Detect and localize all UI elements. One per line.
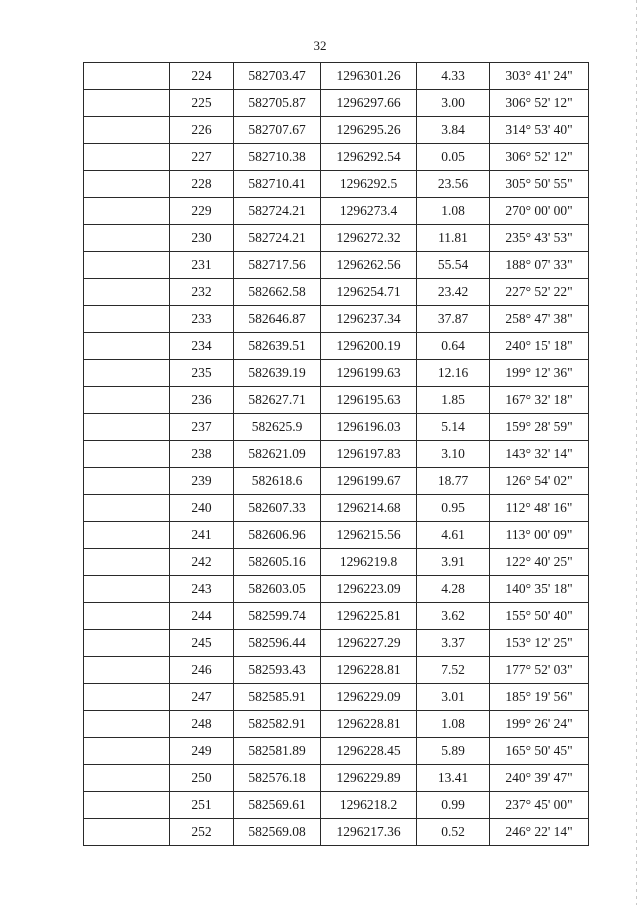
table-row (84, 495, 589, 522)
page-number: 32 (313, 38, 327, 53)
empty-cell (84, 630, 170, 657)
angle-cell: 199° 26' 24" (490, 711, 589, 738)
distance-cell: 3.01 (417, 684, 490, 711)
empty-cell (84, 738, 170, 765)
x-coordinate-cell: 582646.87 (234, 306, 321, 333)
point-number-cell: 252 (170, 819, 234, 846)
y-coordinate-cell: 1296227.29 (321, 630, 417, 657)
angle-cell: 246° 22' 14" (490, 819, 589, 846)
y-coordinate-cell: 1296219.8 (321, 549, 417, 576)
x-coordinate-cell: 582627.71 (234, 387, 321, 414)
table-row (84, 684, 589, 711)
empty-cell (84, 468, 170, 495)
distance-cell: 1.85 (417, 387, 490, 414)
x-coordinate-cell: 582710.41 (234, 171, 321, 198)
y-coordinate-cell: 1296223.09 (321, 576, 417, 603)
y-coordinate-cell: 1296292.5 (321, 171, 417, 198)
distance-cell: 23.56 (417, 171, 490, 198)
empty-cell (84, 765, 170, 792)
y-coordinate-cell: 1296199.67 (321, 468, 417, 495)
distance-cell: 11.81 (417, 225, 490, 252)
angle-cell: 258° 47' 38" (490, 306, 589, 333)
angle-cell: 113° 00' 09" (490, 522, 589, 549)
angle-cell: 270° 00' 00" (490, 198, 589, 225)
x-coordinate-cell: 582581.89 (234, 738, 321, 765)
table-row (84, 387, 589, 414)
table-row (84, 603, 589, 630)
point-number-cell: 236 (170, 387, 234, 414)
point-number-cell: 248 (170, 711, 234, 738)
point-number-cell: 249 (170, 738, 234, 765)
point-number-cell: 247 (170, 684, 234, 711)
empty-cell (84, 792, 170, 819)
distance-cell: 7.52 (417, 657, 490, 684)
y-coordinate-cell: 1296195.63 (321, 387, 417, 414)
table-row (84, 225, 589, 252)
x-coordinate-cell: 582585.91 (234, 684, 321, 711)
distance-cell: 55.54 (417, 252, 490, 279)
x-coordinate-cell: 582662.58 (234, 279, 321, 306)
distance-cell: 4.28 (417, 576, 490, 603)
point-number-cell: 228 (170, 171, 234, 198)
x-coordinate-cell: 582569.61 (234, 792, 321, 819)
table-row (84, 279, 589, 306)
point-number-cell: 225 (170, 90, 234, 117)
distance-cell: 0.05 (417, 144, 490, 171)
table-row (84, 630, 589, 657)
angle-cell: 305° 50' 55" (490, 171, 589, 198)
y-coordinate-cell: 1296229.89 (321, 765, 417, 792)
point-number-cell: 230 (170, 225, 234, 252)
point-number-cell: 243 (170, 576, 234, 603)
point-number-cell: 231 (170, 252, 234, 279)
empty-cell (84, 63, 170, 90)
table-row (84, 252, 589, 279)
distance-cell: 4.61 (417, 522, 490, 549)
point-number-cell: 229 (170, 198, 234, 225)
x-coordinate-cell: 582569.08 (234, 819, 321, 846)
x-coordinate-cell: 582596.44 (234, 630, 321, 657)
table-row (84, 711, 589, 738)
empty-cell (84, 144, 170, 171)
table-row (84, 792, 589, 819)
angle-cell: 159° 28' 59" (490, 414, 589, 441)
angle-cell: 140° 35' 18" (490, 576, 589, 603)
table-row (84, 549, 589, 576)
angle-cell: 314° 53' 40" (490, 117, 589, 144)
x-coordinate-cell: 582606.96 (234, 522, 321, 549)
x-coordinate-cell: 582639.51 (234, 333, 321, 360)
empty-cell (84, 198, 170, 225)
angle-cell: 185° 19' 56" (490, 684, 589, 711)
table-row (84, 171, 589, 198)
y-coordinate-cell: 1296218.2 (321, 792, 417, 819)
distance-cell: 0.95 (417, 495, 490, 522)
empty-cell (84, 387, 170, 414)
table-row (84, 576, 589, 603)
angle-cell: 122° 40' 25" (490, 549, 589, 576)
y-coordinate-cell: 1296254.71 (321, 279, 417, 306)
distance-cell: 5.89 (417, 738, 490, 765)
empty-cell (84, 684, 170, 711)
table-row (84, 333, 589, 360)
x-coordinate-cell: 582576.18 (234, 765, 321, 792)
table-row (84, 468, 589, 495)
table-row (84, 63, 589, 90)
y-coordinate-cell: 1296200.19 (321, 333, 417, 360)
table-row (84, 657, 589, 684)
table-row (84, 819, 589, 846)
x-coordinate-cell: 582707.67 (234, 117, 321, 144)
empty-cell (84, 279, 170, 306)
table-row (84, 90, 589, 117)
point-number-cell: 250 (170, 765, 234, 792)
empty-cell (84, 549, 170, 576)
y-coordinate-cell: 1296229.09 (321, 684, 417, 711)
empty-cell (84, 495, 170, 522)
x-coordinate-cell: 582582.91 (234, 711, 321, 738)
angle-cell: 235° 43' 53" (490, 225, 589, 252)
angle-cell: 155° 50' 40" (490, 603, 589, 630)
distance-cell: 18.77 (417, 468, 490, 495)
empty-cell (84, 360, 170, 387)
distance-cell: 3.37 (417, 630, 490, 657)
y-coordinate-cell: 1296197.83 (321, 441, 417, 468)
table-row (84, 522, 589, 549)
angle-cell: 143° 32' 14" (490, 441, 589, 468)
x-coordinate-cell: 582639.19 (234, 360, 321, 387)
y-coordinate-cell: 1296295.26 (321, 117, 417, 144)
y-coordinate-cell: 1296199.63 (321, 360, 417, 387)
angle-cell: 227° 52' 22" (490, 279, 589, 306)
point-number-cell: 238 (170, 441, 234, 468)
empty-cell (84, 576, 170, 603)
table-row (84, 360, 589, 387)
point-number-cell: 245 (170, 630, 234, 657)
empty-cell (84, 603, 170, 630)
y-coordinate-cell: 1296217.36 (321, 819, 417, 846)
point-number-cell: 246 (170, 657, 234, 684)
empty-cell (84, 117, 170, 144)
y-coordinate-cell: 1296215.56 (321, 522, 417, 549)
distance-cell: 4.33 (417, 63, 490, 90)
y-coordinate-cell: 1296214.68 (321, 495, 417, 522)
point-number-cell: 232 (170, 279, 234, 306)
x-coordinate-cell: 582625.9 (234, 414, 321, 441)
table-row (84, 306, 589, 333)
point-number-cell: 240 (170, 495, 234, 522)
distance-cell: 0.64 (417, 333, 490, 360)
y-coordinate-cell: 1296237.34 (321, 306, 417, 333)
point-number-cell: 227 (170, 144, 234, 171)
empty-cell (84, 252, 170, 279)
empty-cell (84, 306, 170, 333)
angle-cell: 167° 32' 18" (490, 387, 589, 414)
empty-cell (84, 171, 170, 198)
distance-cell: 3.62 (417, 603, 490, 630)
distance-cell: 3.84 (417, 117, 490, 144)
point-number-cell: 224 (170, 63, 234, 90)
angle-cell: 165° 50' 45" (490, 738, 589, 765)
angle-cell: 126° 54' 02" (490, 468, 589, 495)
y-coordinate-cell: 1296292.54 (321, 144, 417, 171)
angle-cell: 199° 12' 36" (490, 360, 589, 387)
angle-cell: 303° 41' 24" (490, 63, 589, 90)
coordinates-table (83, 62, 589, 846)
empty-cell (84, 819, 170, 846)
point-number-cell: 226 (170, 117, 234, 144)
angle-cell: 240° 39' 47" (490, 765, 589, 792)
distance-cell: 1.08 (417, 711, 490, 738)
y-coordinate-cell: 1296272.32 (321, 225, 417, 252)
distance-cell: 3.10 (417, 441, 490, 468)
empty-cell (84, 522, 170, 549)
y-coordinate-cell: 1296228.81 (321, 657, 417, 684)
y-coordinate-cell: 1296297.66 (321, 90, 417, 117)
angle-cell: 240° 15' 18" (490, 333, 589, 360)
table-body (84, 63, 589, 846)
distance-cell: 0.52 (417, 819, 490, 846)
point-number-cell: 244 (170, 603, 234, 630)
y-coordinate-cell: 1296262.56 (321, 252, 417, 279)
table-row (84, 441, 589, 468)
distance-cell: 13.41 (417, 765, 490, 792)
point-number-cell: 233 (170, 306, 234, 333)
point-number-cell: 235 (170, 360, 234, 387)
y-coordinate-cell: 1296273.4 (321, 198, 417, 225)
y-coordinate-cell: 1296228.81 (321, 711, 417, 738)
x-coordinate-cell: 582605.16 (234, 549, 321, 576)
empty-cell (84, 711, 170, 738)
x-coordinate-cell: 582593.43 (234, 657, 321, 684)
angle-cell: 306° 52' 12" (490, 90, 589, 117)
table-row (84, 198, 589, 225)
y-coordinate-cell: 1296301.26 (321, 63, 417, 90)
table-row (84, 117, 589, 144)
x-coordinate-cell: 582703.47 (234, 63, 321, 90)
angle-cell: 153° 12' 25" (490, 630, 589, 657)
y-coordinate-cell: 1296196.03 (321, 414, 417, 441)
x-coordinate-cell: 582618.6 (234, 468, 321, 495)
page-edge-line (636, 0, 637, 905)
empty-cell (84, 333, 170, 360)
empty-cell (84, 90, 170, 117)
x-coordinate-cell: 582724.21 (234, 198, 321, 225)
x-coordinate-cell: 582603.05 (234, 576, 321, 603)
angle-cell: 112° 48' 16" (490, 495, 589, 522)
distance-cell: 1.08 (417, 198, 490, 225)
angle-cell: 306° 52' 12" (490, 144, 589, 171)
empty-cell (84, 441, 170, 468)
x-coordinate-cell: 582599.74 (234, 603, 321, 630)
distance-cell: 37.87 (417, 306, 490, 333)
empty-cell (84, 225, 170, 252)
angle-cell: 237° 45' 00" (490, 792, 589, 819)
angle-cell: 188° 07' 33" (490, 252, 589, 279)
point-number-cell: 234 (170, 333, 234, 360)
angle-cell: 177° 52' 03" (490, 657, 589, 684)
table-row (84, 414, 589, 441)
point-number-cell: 242 (170, 549, 234, 576)
x-coordinate-cell: 582717.56 (234, 252, 321, 279)
distance-cell: 12.16 (417, 360, 490, 387)
distance-cell: 3.00 (417, 90, 490, 117)
point-number-cell: 251 (170, 792, 234, 819)
x-coordinate-cell: 582621.09 (234, 441, 321, 468)
empty-cell (84, 657, 170, 684)
x-coordinate-cell: 582607.33 (234, 495, 321, 522)
x-coordinate-cell: 582724.21 (234, 225, 321, 252)
table-row (84, 738, 589, 765)
distance-cell: 23.42 (417, 279, 490, 306)
distance-cell: 3.91 (417, 549, 490, 576)
point-number-cell: 237 (170, 414, 234, 441)
table-row (84, 765, 589, 792)
empty-cell (84, 414, 170, 441)
distance-cell: 0.99 (417, 792, 490, 819)
point-number-cell: 241 (170, 522, 234, 549)
x-coordinate-cell: 582710.38 (234, 144, 321, 171)
x-coordinate-cell: 582705.87 (234, 90, 321, 117)
y-coordinate-cell: 1296225.81 (321, 603, 417, 630)
y-coordinate-cell: 1296228.45 (321, 738, 417, 765)
table-row (84, 144, 589, 171)
point-number-cell: 239 (170, 468, 234, 495)
distance-cell: 5.14 (417, 414, 490, 441)
